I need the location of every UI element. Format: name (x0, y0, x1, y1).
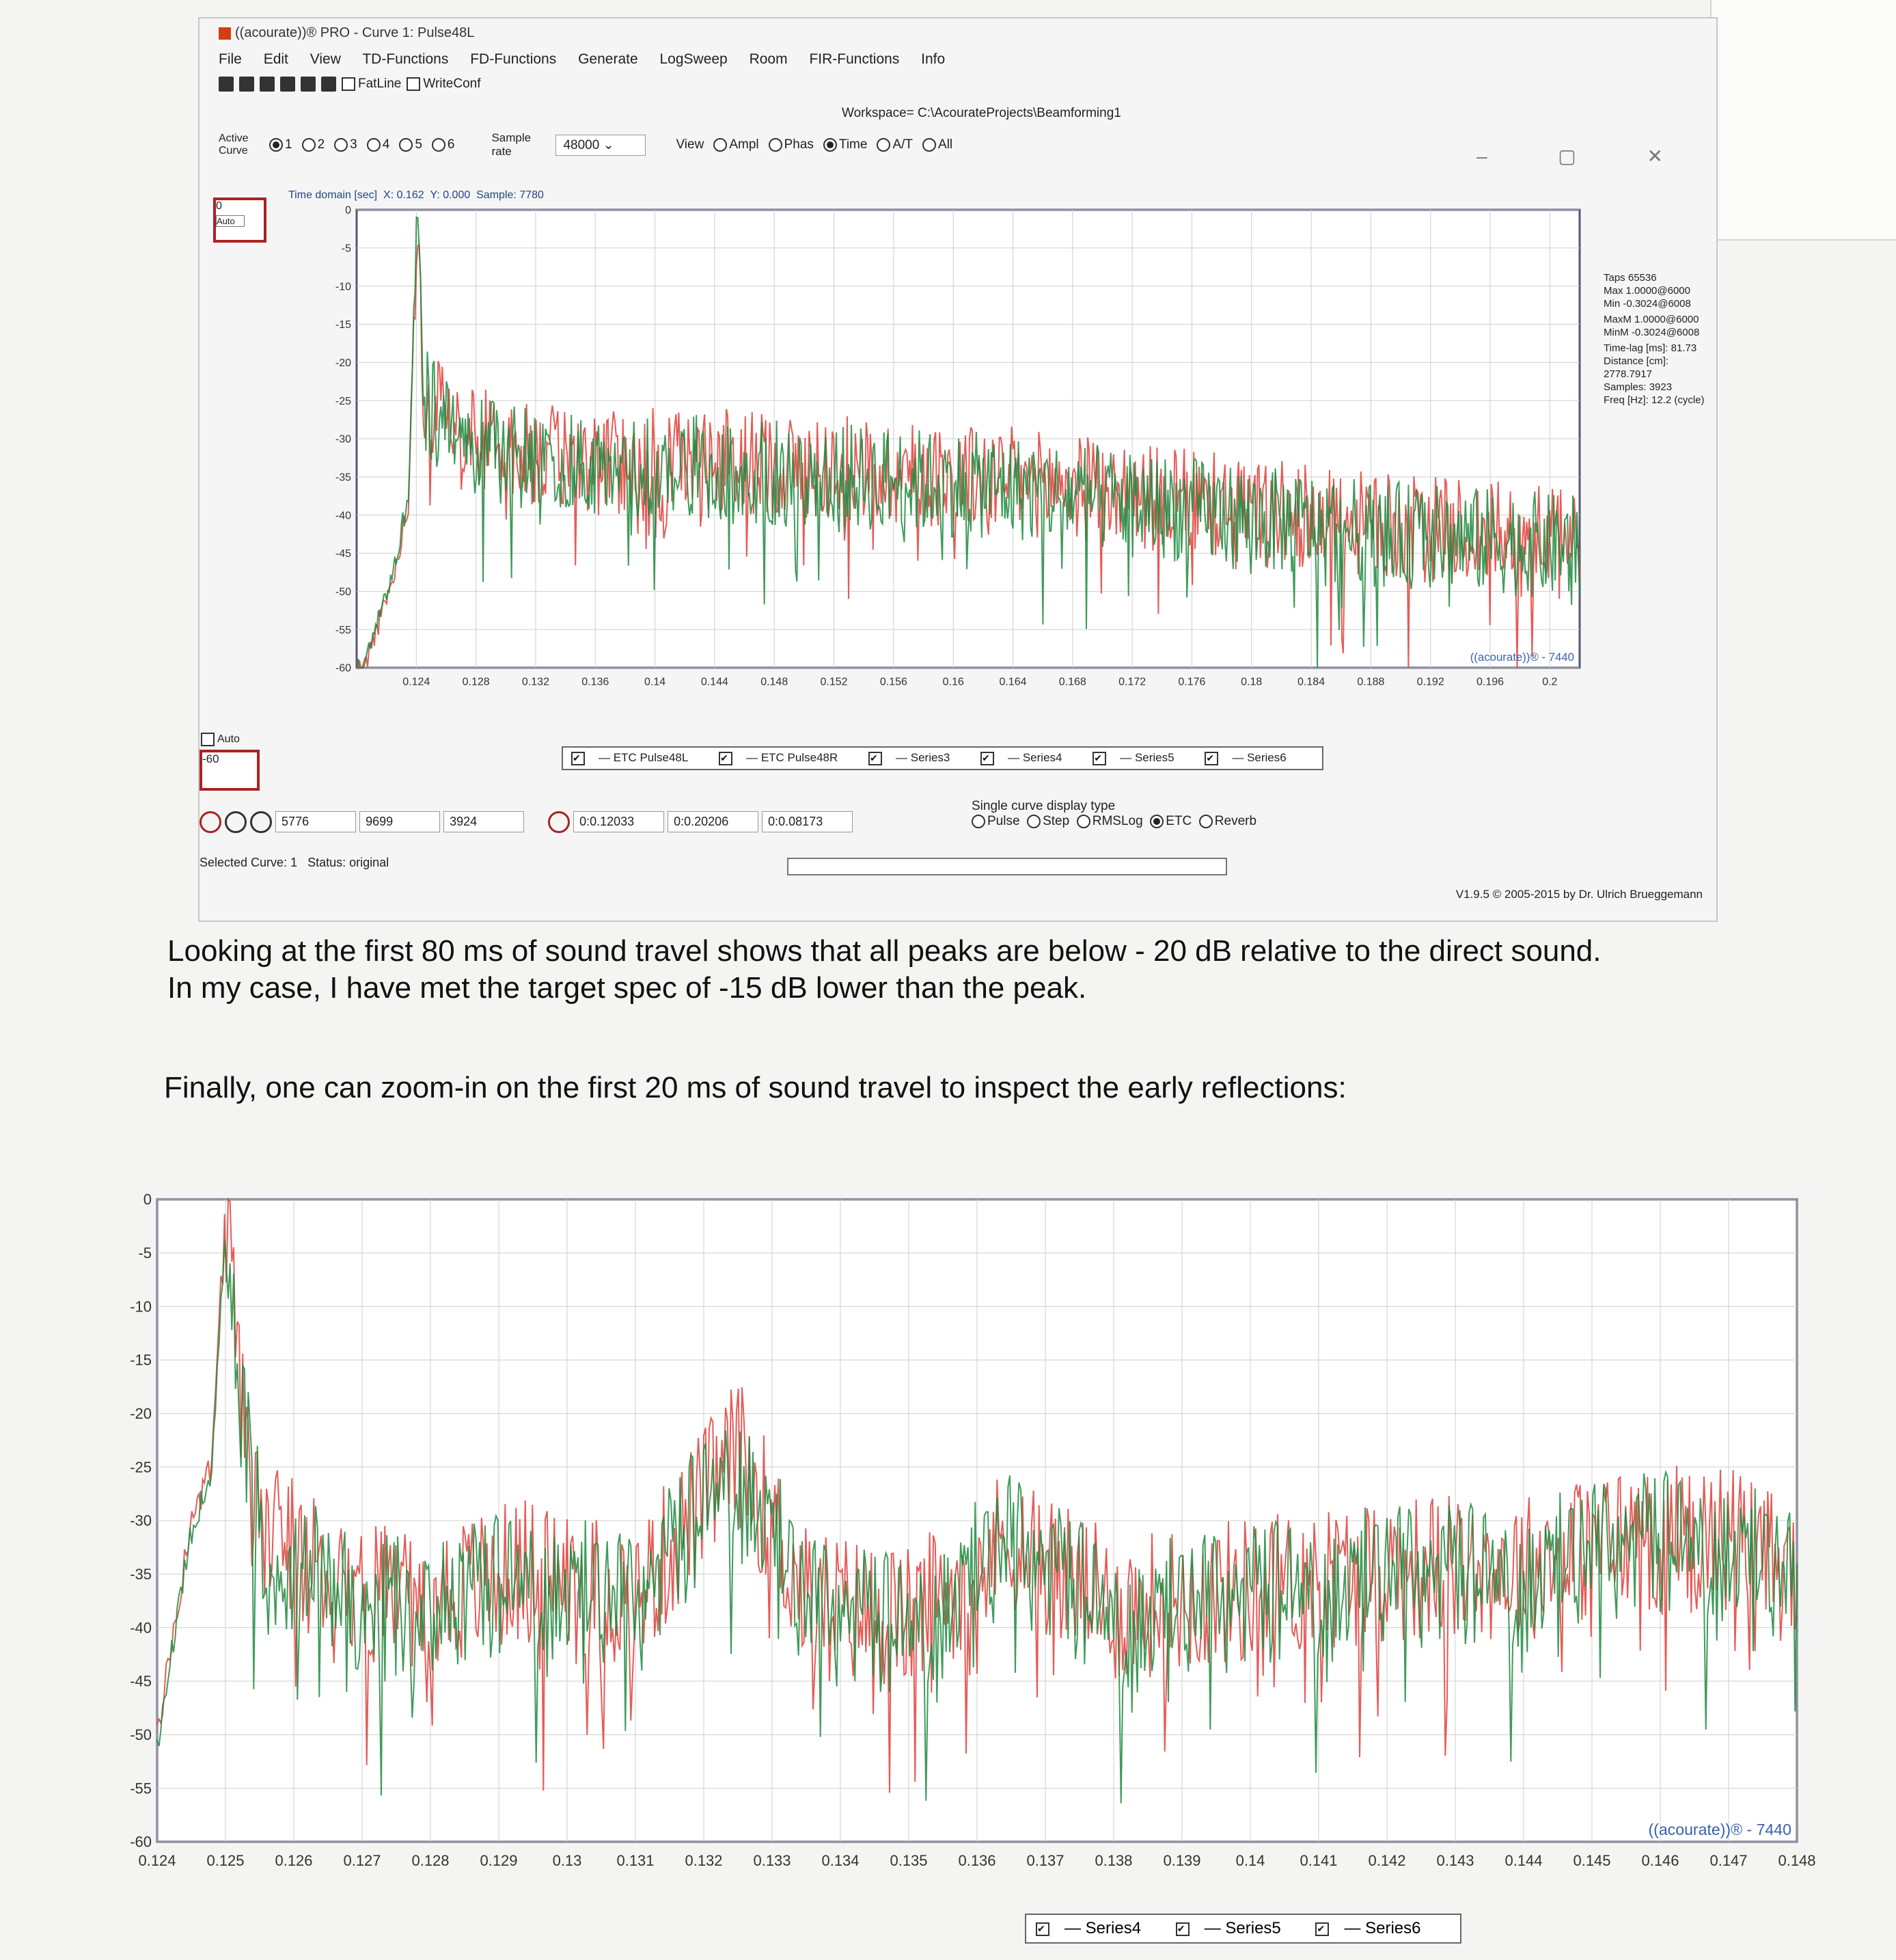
x-tick-label: 0.176 (1178, 676, 1206, 688)
menu-fir-functions[interactable]: FIR-Functions (809, 51, 900, 67)
sample-rate-label: Sample rate (491, 131, 532, 158)
chart2-legend (1025, 1914, 1461, 1944)
watermark-label: ((acourate))® - 7440 (1470, 651, 1574, 664)
legend2-item-series5[interactable]: ✔ — Series5 (1176, 1919, 1296, 1937)
x-tick-label: 0.124 (402, 676, 430, 688)
x-tick-label: 0.145 (1573, 1852, 1611, 1870)
y-tick-label: -45 (335, 548, 351, 560)
y-tick-label: -25 (335, 395, 351, 407)
paragraph-2: Finally, one can zoom-in on the first 20 ms of sound travel to inspect the early reflections: (164, 1071, 1347, 1104)
time-span-field[interactable]: 0:0.08173 (762, 811, 853, 832)
time-end-field[interactable]: 0:0.20206 (668, 811, 758, 832)
x-tick-label: 0.156 (879, 676, 907, 688)
x-tick-label: 0.141 (1300, 1852, 1338, 1870)
x-tick-label: 0.127 (343, 1852, 381, 1870)
menu-edit[interactable]: Edit (263, 51, 288, 67)
x-tick-label: 0.131 (616, 1852, 655, 1870)
x-tick-label: 0.13 (552, 1852, 582, 1870)
menu-fd-functions[interactable]: FD-Functions (470, 51, 557, 67)
x-tick-label: 0.18 (1241, 676, 1263, 688)
x-tick-label: 0.184 (1297, 676, 1325, 688)
curve-radio-3[interactable]: 3 (334, 137, 357, 152)
open-icon[interactable] (219, 77, 234, 92)
x-tick-label: 0.144 (1505, 1852, 1543, 1870)
x-tick-label: 0.14 (1235, 1852, 1265, 1870)
x-tick-label: 0.192 (1416, 676, 1444, 688)
x-tick-label: 0.135 (890, 1852, 928, 1870)
x-tick-label: 0.132 (685, 1852, 723, 1870)
menu-view[interactable]: View (310, 51, 341, 67)
x-tick-label: 0.148 (1778, 1852, 1816, 1870)
x-tick-label: 0.128 (462, 676, 490, 688)
info-samples: Samples: 3923 (1604, 381, 1673, 393)
y-tick-label: -55 (335, 624, 351, 636)
menu-room[interactable]: Room (749, 51, 788, 67)
bottom-bar (200, 811, 1716, 833)
x-tick-label: 0.147 (1709, 1852, 1748, 1870)
paste-icon[interactable] (280, 77, 295, 92)
display-radio-pulse[interactable]: Pulse (972, 814, 1020, 828)
active-curve-label: Active Curve (219, 133, 249, 156)
menu-logsweep[interactable]: LogSweep (659, 51, 728, 67)
y-tick-label: -40 (335, 510, 351, 522)
display-type-label: Single curve display type (972, 799, 1116, 813)
chart-legend (562, 746, 1323, 770)
plot-header: Time domain [sec] X: 0.162 Y: 0.000 Sample: 7780 (288, 189, 544, 201)
sample-rate-select[interactable]: 48000 ⌄ (555, 135, 646, 156)
view-radio-phas[interactable]: Phas (769, 137, 814, 152)
info-maxm: MaxM 1.0000@6000 (1604, 314, 1699, 325)
info-freq: Freq [Hz]: 12.2 (cycle) (1604, 394, 1705, 406)
curve-radio-1[interactable]: 1 (269, 137, 292, 152)
info-taps: Taps 65536 (1604, 272, 1657, 284)
x-tick-label: 0.126 (275, 1852, 313, 1870)
watermark-label: ((acourate))® - 7440 (1648, 1821, 1791, 1838)
y-tick-label: -20 (335, 357, 351, 369)
legend-item-etc-pulse48l[interactable]: ✔— ETC Pulse48L (571, 751, 702, 764)
curve-radio-4[interactable]: 4 (367, 137, 390, 152)
workspace-path: Workspace= C:\AcourateProjects\Beamforming1 (842, 106, 1121, 120)
x-tick-label: 0.2 (1542, 676, 1558, 688)
y-tick-label: -15 (130, 1351, 152, 1369)
menu-generate[interactable]: Generate (578, 51, 638, 67)
display-radio-etc[interactable]: ETC (1150, 814, 1192, 828)
x-tick-label: 0.139 (1163, 1852, 1201, 1870)
x-tick-label: 0.136 (581, 676, 609, 688)
x-tick-label: 0.142 (1368, 1852, 1406, 1870)
x-tick-label: 0.143 (1436, 1852, 1474, 1870)
view-radio-all[interactable]: All (922, 137, 952, 152)
display-type-group (972, 799, 1256, 829)
progress-bar (787, 858, 1227, 875)
x-tick-label: 0.148 (760, 676, 788, 688)
legend-item-series6[interactable]: ✔ — Series6 (1205, 751, 1300, 764)
x-tick-label: 0.152 (820, 676, 848, 688)
acourate-window (198, 17, 1718, 922)
y-tick-label: -60 (335, 662, 351, 675)
x-tick-label: 0.144 (700, 676, 728, 688)
cursor-start-field[interactable]: 5776 (275, 811, 356, 832)
x-tick-label: 0.132 (521, 676, 549, 688)
selected-curve: Selected Curve: 1 (200, 856, 298, 869)
toolbar (219, 77, 481, 92)
legend-item-etc-pulse48r[interactable]: ✔ — ETC Pulse48R (719, 751, 851, 764)
paragraph-1: Looking at the first 80 ms of sound travel shows that all peaks are below - 20 dB relative to the direct sound. In my case, I have met the target spec of -15 dB lower than the peak. (167, 934, 1602, 1005)
cursor-span-field[interactable]: 3924 (443, 811, 524, 832)
x-tick-label: 0.164 (999, 676, 1027, 688)
x-tick-label: 0.16 (942, 676, 964, 688)
y-tick-label: -35 (335, 472, 351, 484)
y-tick-label: 0 (143, 1193, 152, 1208)
view-radio-time[interactable]: Time (823, 137, 868, 152)
zoom-out-icon[interactable] (225, 811, 247, 833)
y-max-auto-button[interactable]: Auto (216, 215, 245, 227)
x-tick-label: 0.14 (644, 676, 666, 688)
curve-radio-6[interactable]: 6 (432, 137, 455, 152)
y-min-input[interactable]: -60 (200, 750, 260, 791)
legend-item-series5[interactable]: ✔ — Series5 (1093, 751, 1187, 764)
legend2-item-series4[interactable]: ✔— Series4 (1036, 1919, 1156, 1937)
y-tick-label: -25 (130, 1458, 152, 1476)
x-tick-label: 0.146 (1641, 1852, 1679, 1870)
view-radio-ampl[interactable]: Ampl (713, 137, 758, 152)
time-start-field[interactable]: 0:0.12033 (573, 811, 664, 832)
y-tick-label: -60 (130, 1833, 152, 1851)
curve-radio-5[interactable]: 5 (399, 137, 422, 152)
paper-corner (1710, 0, 1896, 241)
curve-options-row (219, 131, 1688, 159)
status-text: Status: original (307, 856, 389, 869)
x-tick-label: 0.168 (1058, 676, 1086, 688)
y-tick-label: -20 (130, 1405, 152, 1423)
x-tick-label: 0.138 (1095, 1852, 1133, 1870)
x-tick-label: 0.125 (206, 1852, 245, 1870)
y-tick-label: -40 (130, 1619, 152, 1637)
fatline-checkbox[interactable]: FatLine (342, 77, 401, 92)
x-tick-label: 0.128 (411, 1852, 450, 1870)
legend-item-series4[interactable]: ✔ — Series4 (980, 751, 1075, 764)
y-tick-label: -30 (130, 1512, 152, 1529)
menu-file[interactable]: File (219, 51, 242, 67)
save-icon[interactable] (239, 77, 254, 92)
y-min-auto-checkbox[interactable]: Auto (201, 733, 240, 746)
y-tick-label: -10 (335, 281, 351, 293)
y-tick-label: -35 (130, 1566, 152, 1583)
y-tick-label: -5 (341, 243, 351, 255)
y-tick-label: -15 (335, 319, 351, 331)
y-max-input[interactable]: 0 Auto (213, 198, 266, 243)
y-tick-label: -30 (335, 433, 351, 446)
x-tick-label: 0.172 (1118, 676, 1146, 688)
legend-item-series3[interactable]: ✔ — Series3 (868, 751, 963, 764)
y-tick-label: -50 (335, 586, 351, 598)
status-line (200, 856, 389, 870)
zoom-in-icon[interactable] (200, 811, 221, 833)
menu-td-functions[interactable]: TD-Functions (362, 51, 449, 67)
view-label: View (676, 137, 704, 152)
copy-icon[interactable] (301, 77, 316, 92)
legend2-item-series6[interactable]: ✔ — Series6 (1315, 1919, 1435, 1937)
back-icon[interactable] (321, 77, 336, 92)
y-tick-label: -10 (130, 1298, 152, 1316)
window-title: ((acourate))® PRO - Curve 1: Pulse48L (219, 25, 474, 41)
info-panel (1604, 271, 1716, 407)
y-tick-label: -45 (130, 1672, 152, 1690)
y-tick-label: -50 (130, 1726, 152, 1744)
display-radio-step[interactable]: Step (1027, 814, 1069, 828)
y-tick-label: 0 (345, 204, 351, 217)
display-radio-reverb[interactable]: Reverb (1199, 814, 1256, 828)
x-tick-label: 0.134 (821, 1852, 860, 1870)
app-logo-icon (219, 27, 231, 40)
etc-80ms-chart (295, 203, 1593, 722)
x-tick-label: 0.196 (1476, 676, 1505, 688)
chevron-down-icon: ⌄ (603, 137, 614, 152)
info-max: Max 1.0000@6000 (1604, 285, 1690, 297)
display-radio-rmslog[interactable]: RMSLog (1077, 814, 1143, 828)
list-icon[interactable] (260, 77, 275, 92)
x-tick-label: 0.137 (1026, 1852, 1064, 1870)
etc-20ms-chart (109, 1193, 1817, 1890)
version-label: V1.9.5 © 2005-2015 by Dr. Ulrich Brueggemann (1455, 888, 1703, 901)
info-distance: Distance [cm]: 2778.7917 (1604, 355, 1669, 380)
writeconf-checkbox[interactable]: WriteConf (407, 77, 480, 92)
menu-bar (219, 51, 963, 68)
info-minm: MinM -0.3024@6008 (1604, 327, 1700, 338)
x-tick-label: 0.188 (1357, 676, 1385, 688)
cursor-end-field[interactable]: 9699 (359, 811, 440, 832)
y-tick-label: -5 (138, 1244, 152, 1262)
curve-radio-2[interactable]: 2 (302, 137, 325, 152)
x-tick-label: 0.133 (753, 1852, 791, 1870)
x-tick-label: 0.124 (138, 1852, 176, 1870)
x-tick-label: 0.129 (480, 1852, 518, 1870)
y-tick-label: -55 (130, 1780, 152, 1797)
view-radio-at[interactable]: A/T (877, 137, 913, 152)
menu-info[interactable]: Info (921, 51, 946, 67)
info-min: Min -0.3024@6008 (1604, 298, 1691, 310)
window-controls[interactable]: – ▢ ✕ (1476, 146, 1696, 167)
reset-icon[interactable] (548, 811, 570, 833)
settings-icon[interactable] (250, 811, 272, 833)
x-tick-label: 0.136 (958, 1852, 996, 1870)
info-timelag: Time-lag [ms]: 81.73 (1604, 342, 1697, 354)
